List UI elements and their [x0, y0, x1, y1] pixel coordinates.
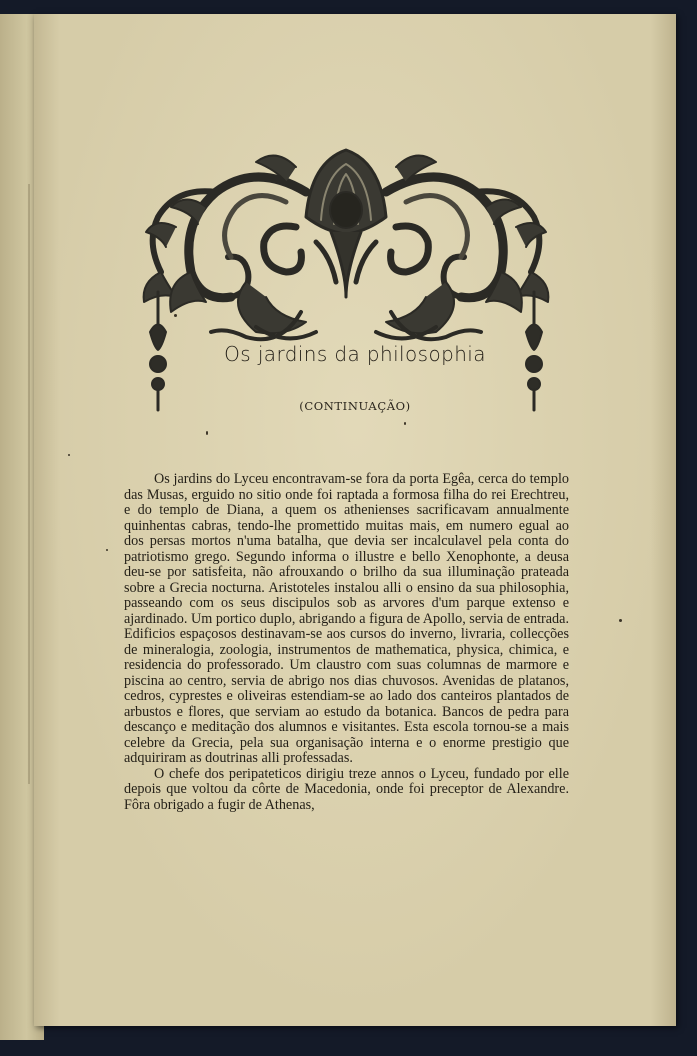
paper-speck: [106, 549, 108, 551]
baroque-ornament-icon: [136, 132, 556, 422]
page-subtitle: (CONTINUAÇÃO): [299, 399, 411, 413]
page-crease: [28, 184, 30, 784]
paragraph-1: Os jardins do Lyceu encontravam-se fora da porta Egêa, cerca do templo das Musas, erguido no sitio onde foi raptada a formosa filha do rei Erechtreu, e do templo de Diana, a quem os athenienses sacrificavam annualmente quinhentas cabras, tendo-lhe promettido muitas mais, em numero egual ao dos persas mortos n'uma batalha, que devia ser incalculavel pela conta do patriotismo grego. Segundo informa o illustre e bello Xenophonte, a deusa deu-se por satisfeita, não afrouxando o brilho da sua illuminação prateada sobre a Grecia nocturna. Aristoteles instalou alli o ensino da sua philosophia, passeando com os seus discipulos sob as arvores d'um parque extenso e ajardinado. Um portico duplo, abrigando a figura de Apollo, servia de entrada. Edificios espaçosos destinavam-se aos cursos do inverno, livraria, collecções de mineralogia, zoologia, instrumentos de mathematica, physica, chimica, e residencia do professorado. Um claustro com suas columnas de marmore e piscina ao centro, servia de abrigo nos dias chuvosos. Avenidas de platanos, cedros, cyprestes e oliveiras estendiam-se ao lado dos canteiros plantados de arbustos e flores, que serviam ao estudo da botanica. Bancos de pedra para descanço e meditação dos alumnos e visitantes. Esta escola tornou-se a mais celebre da Grecia, pela sua organisação interna e o enorme prestigio que adquiriram as doutrinas alli professadas.: [124, 471, 569, 766]
paper-speck: [404, 422, 406, 425]
page-title: Os jardins da philosophia: [224, 342, 486, 366]
paper-speck: [206, 431, 208, 435]
paper-speck: [174, 314, 177, 317]
paper-speck: [68, 454, 70, 456]
paragraph-2: O chefe dos peripateticos dirigiu treze annos o Lyceu, fundado por elle depois que voltou da côrte de Macedonia, onde foi preceptor de Alexandre. Fôra obrigado a fugir de Athenas,: [124, 765, 569, 813]
article-body: [124, 472, 569, 813]
paper-speck: [619, 619, 622, 622]
book-page: [34, 14, 676, 1026]
